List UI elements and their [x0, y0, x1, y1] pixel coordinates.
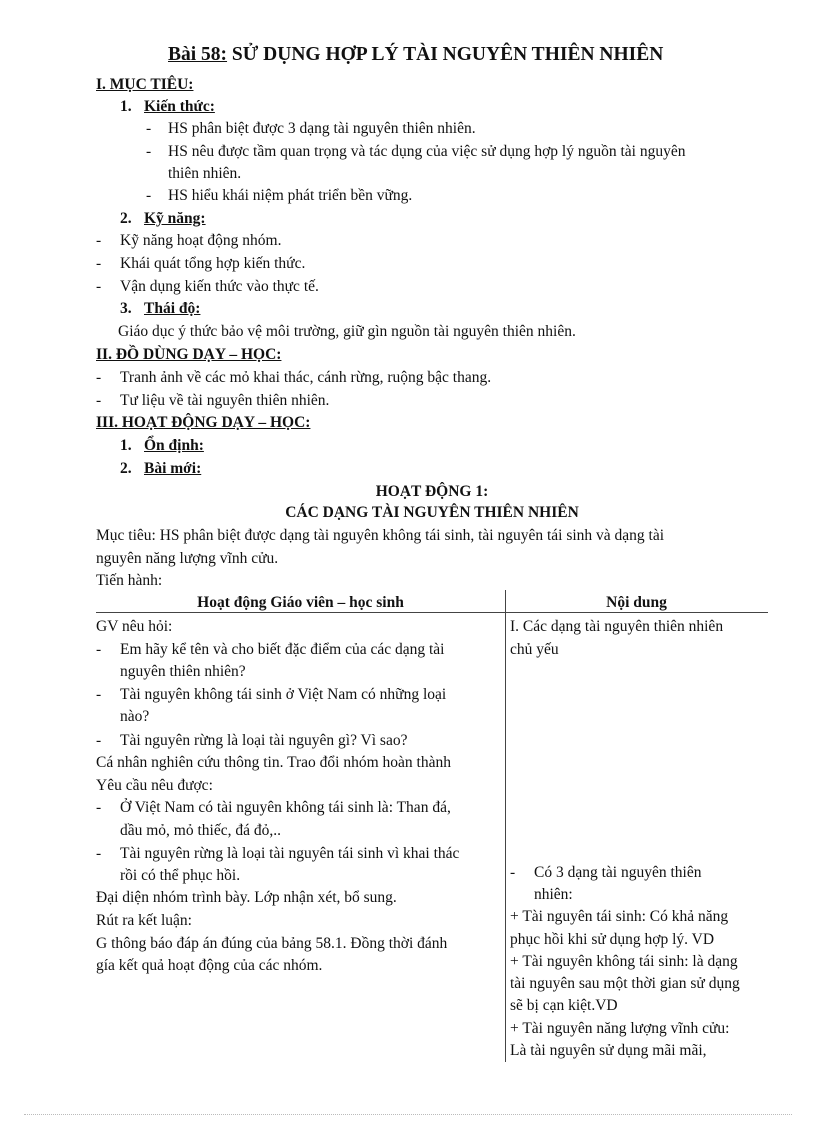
- content-heading: I. Các dạng tài nguyên thiên nhiên: [510, 618, 724, 635]
- activity-goal: Mục tiêu: HS phân biệt được dạng tài nguyên không tái sinh, tài nguyên tái sinh và dạng tài: [96, 527, 665, 544]
- attitude-text: Giáo dục ý thức bảo vệ môi trường, giữ gìn nguồn tài nguyên thiên nhiên.: [118, 323, 576, 340]
- bullet-dash: -: [510, 864, 516, 881]
- bullet-dash: -: [96, 686, 102, 703]
- bullet-dash: -: [96, 845, 102, 862]
- knowledge-number: 1.: [120, 98, 132, 115]
- bullet-dash: -: [146, 143, 152, 160]
- new-lesson-heading: Bài mới:: [144, 460, 202, 477]
- bullet-dash: -: [96, 732, 102, 749]
- bullet-dash: -: [96, 369, 102, 386]
- content-heading-continued: chủ yếu: [510, 641, 559, 658]
- bullet-dash: -: [96, 232, 102, 249]
- table-header-teacher-student: Hoạt động Giáo viên – học sinh: [197, 594, 404, 611]
- bullet-dash: -: [96, 392, 102, 409]
- content-text: Có 3 dạng tài nguyên thiên: [534, 864, 702, 881]
- attitude-number: 3.: [120, 300, 132, 317]
- question-item: Em hãy kể tên và cho biết đặc điểm của các dạng tài: [120, 641, 445, 658]
- section-objectives-heading: I. MỤC TIÊU:: [96, 76, 194, 93]
- lesson-number: Bài 58:: [168, 44, 228, 65]
- stabilize-number: 1.: [120, 437, 132, 454]
- table-cell-text: Rút ra kết luận:: [96, 912, 192, 929]
- question-item-continued: nào?: [120, 708, 150, 725]
- content-text: + Tài nguyên không tái sinh: là dạng: [510, 953, 738, 970]
- knowledge-item: HS hiểu khái niệm phát triển bền vững.: [168, 187, 413, 204]
- section-activities-heading: III. HOẠT ĐỘNG DẠY – HỌC:: [96, 414, 311, 431]
- content-text: + Tài nguyên tái sinh: Có khả năng: [510, 908, 729, 925]
- bullet-dash: -: [96, 799, 102, 816]
- skills-item: Vận dụng kiến thức vào thực tế.: [120, 278, 319, 295]
- answer-item-continued: dầu mỏ, mỏ thiếc, đá đỏ,..: [120, 822, 281, 839]
- answer-item-continued: rồi có thể phục hồi.: [120, 867, 241, 884]
- bullet-dash: -: [96, 641, 102, 658]
- question-item: Tài nguyên rừng là loại tài nguyên gì? Vì sao?: [120, 732, 408, 749]
- skills-heading: Kỹ năng:: [144, 210, 206, 227]
- table-header-content: Nội dung: [606, 594, 667, 611]
- table-cell-text: Đại diện nhóm trình bày. Lớp nhận xét, bổ sung.: [96, 889, 397, 906]
- table-cell-text: gía kết quả hoạt động của các nhóm.: [96, 957, 323, 974]
- knowledge-item: HS phân biệt được 3 dạng tài nguyên thiên nhiên.: [168, 120, 476, 137]
- answer-item: Tài nguyên rừng là loại tài nguyên tái sinh vì khai thác: [120, 845, 460, 862]
- skills-item: Khái quát tổng hợp kiến thức.: [120, 255, 306, 272]
- table-column-divider: [505, 590, 506, 1062]
- question-item-continued: nguyên thiên nhiên?: [120, 663, 246, 680]
- attitude-heading: Thái độ:: [144, 300, 201, 317]
- table-cell-text: G thông báo đáp án đúng của bảng 58.1. Đồng thời đánh: [96, 935, 448, 952]
- content-text: + Tài nguyên năng lượng vĩnh cửu:: [510, 1020, 730, 1037]
- bullet-dash: -: [96, 278, 102, 295]
- knowledge-item: HS nêu được tầm quan trọng và tác dụng của việc sử dụng hợp lý nguồn tài nguyên: [168, 143, 686, 160]
- answer-item: Ở Việt Nam có tài nguyên không tái sinh là: Than đá,: [120, 799, 451, 816]
- page-bottom-rule: [24, 1114, 792, 1115]
- new-lesson-number: 2.: [120, 460, 132, 477]
- content-text: sẽ bị cạn kiệt.VD: [510, 997, 618, 1014]
- materials-item: Tư liệu về tài nguyên thiên nhiên.: [120, 392, 330, 409]
- content-text: phục hồi khi sử dụng hợp lý. VD: [510, 931, 715, 948]
- materials-item: Tranh ảnh về các mỏ khai thác, cánh rừng, ruộng bậc thang.: [120, 369, 492, 386]
- bullet-dash: -: [146, 187, 152, 204]
- skills-item: Kỹ năng hoạt động nhóm.: [120, 232, 282, 249]
- activity-title: CÁC DẠNG TÀI NGUYÊN THIÊN NHIÊN: [285, 504, 579, 521]
- activity-proceed: Tiến hành:: [96, 572, 163, 589]
- skills-number: 2.: [120, 210, 132, 227]
- knowledge-item-continued: thiên nhiên.: [168, 165, 242, 182]
- content-text: nhiên:: [534, 886, 573, 903]
- question-item: Tài nguyên không tái sinh ở Việt Nam có những loại: [120, 686, 447, 703]
- activity-heading: HOẠT ĐỘNG 1:: [375, 483, 489, 500]
- content-text: tài nguyên sau một thời gian sử dụng: [510, 975, 740, 992]
- bullet-dash: -: [96, 255, 102, 272]
- stabilize-heading: Ổn định:: [144, 437, 204, 454]
- table-cell-text: Cá nhân nghiên cứu thông tin. Trao đổi nhóm hoàn thành: [96, 754, 451, 771]
- knowledge-heading: Kiến thức:: [144, 98, 215, 115]
- section-materials-heading: II. ĐỒ DÙNG DẠY – HỌC:: [96, 346, 282, 363]
- bullet-dash: -: [146, 120, 152, 137]
- lesson-title: SỬ DỤNG HỢP LÝ TÀI NGUYÊN THIÊN NHIÊN: [227, 44, 664, 65]
- table-cell-text: Yêu cầu nêu được:: [96, 777, 213, 794]
- content-text: Là tài nguyên sử dụng mãi mãi,: [510, 1042, 707, 1059]
- page-title: [168, 44, 663, 66]
- table-cell-text: GV nêu hỏi:: [96, 618, 173, 635]
- activity-goal-continued: nguyên năng lượng vĩnh cửu.: [96, 550, 279, 567]
